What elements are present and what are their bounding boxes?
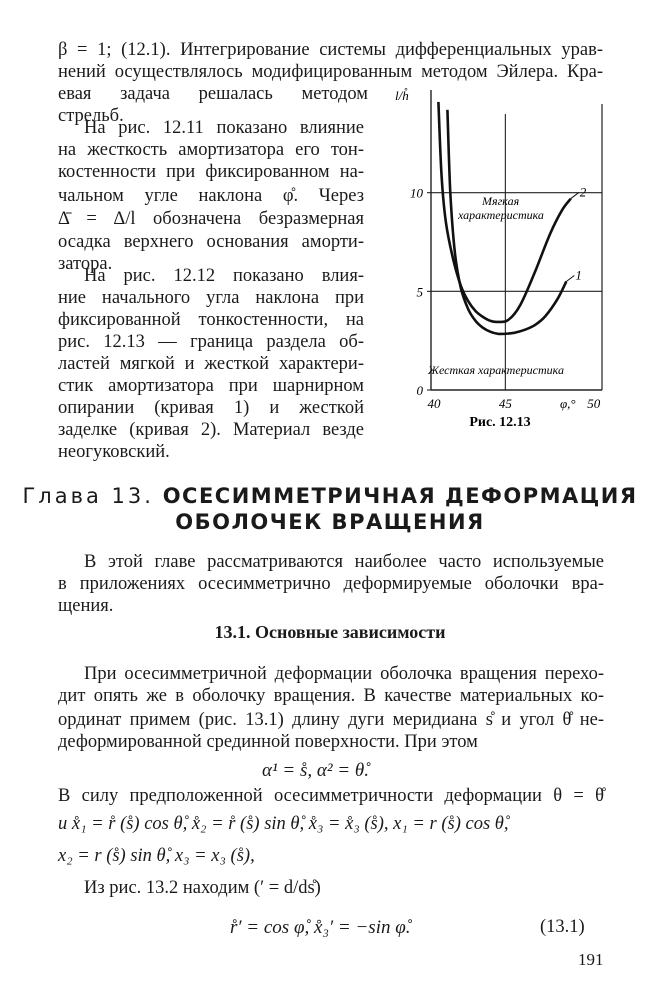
text-line: затора. xyxy=(58,254,113,274)
text-line: β = 1; (12.1). Интегрирование системы дифференциальных урав- xyxy=(58,40,603,60)
figure-caption: Рис. 12.13 xyxy=(469,415,531,430)
text-line: осадка верхнего основания аморти- xyxy=(58,232,364,252)
text-line: ластей мягкой и жесткой характери- xyxy=(58,354,364,374)
annotation-soft xyxy=(457,194,544,222)
text-line: щения. xyxy=(58,596,114,616)
text-line: нений осуществлялось модифицированным методом Эйлера. Кра- xyxy=(58,62,603,82)
text-line: дит опять же в оболочку вращения. В качестве материальных ко- xyxy=(58,686,604,706)
text-line: деформированной срединной поверхности. При этом xyxy=(58,732,478,752)
chapter-label: Глава 13. xyxy=(22,484,154,508)
text-line: На рис. 12.12 показано влия- xyxy=(84,266,364,286)
equation-13-1: r̊′ = cos φ̊, x̊₃′ = −sin φ̊. xyxy=(230,917,411,938)
text-line: стик амортизатора при шарнирном xyxy=(58,376,364,396)
curve-label: 2 xyxy=(579,184,587,200)
text-line: рис. 12.13 — граница раздела об- xyxy=(58,332,364,352)
text-line: При осесимметричной деформации оболочка вращения перехо- xyxy=(84,664,604,684)
coordinates-line-1: и x̊₁ = r̊ (s̊) cos θ̊, x̊₂ = r̊ (s̊) sin θ̊, x̊₃ = x̊₃ (s̊), x₁ = r (s̊) cos θ̊, xyxy=(58,814,509,834)
x-tick-label: 50 xyxy=(587,396,601,411)
text-line: ние начального угла наклона при xyxy=(58,288,364,308)
x-tick-label: 45 xyxy=(498,396,512,411)
text-line: евая задача решалась методом xyxy=(58,84,368,104)
y-tick-label: 5 xyxy=(416,284,423,300)
chart-labels xyxy=(395,88,601,430)
text-line: В этой главе рассматриваются наиболее часто используемые xyxy=(84,552,604,572)
text-line: в приложениях осесимметрично деформируемые оболочки вра- xyxy=(58,574,604,594)
annotation-line: Мягкая xyxy=(482,194,520,208)
coordinates-line-2: x₂ = r (s̊) sin θ̊, x₃ = x₃ (s̊), xyxy=(58,846,255,866)
chapter-title-2: ОБОЛОЧЕК ВРАЩЕНИЯ xyxy=(175,510,485,534)
text-line: заделке (кривая 2). Материал везде xyxy=(58,420,364,440)
text-line: костенности при фиксированном на- xyxy=(58,162,364,182)
text-line: фиксированной тонкостенности, на xyxy=(58,310,364,330)
curve-label-leader xyxy=(566,275,574,281)
chart-svg xyxy=(370,80,620,430)
annotation-line: характеристика xyxy=(458,208,544,222)
text-line: на жесткость амортизатора его тон- xyxy=(58,140,364,160)
text-line: чальном угле наклона φ̊. Через xyxy=(58,186,364,206)
text-line: неогуковский. xyxy=(58,442,170,462)
text-line: Из рис. 13.2 находим (′ = d/ds̊) xyxy=(84,878,321,898)
text-line: Δ̄ = Δ/l обозначена безразмерная xyxy=(58,209,364,229)
figure-12-13 xyxy=(370,80,620,430)
text-line: На рис. 12.11 показано влияние xyxy=(84,118,364,138)
text-line: ординат примем (рис. 13.1) длину дуги меридиана s̊ и угол θ̊ не- xyxy=(58,710,604,730)
equation-number: (13.1) xyxy=(540,917,585,937)
y-tick-label: 10 xyxy=(410,185,423,201)
curve-label: 1 xyxy=(575,267,582,283)
curve-label-leader xyxy=(571,193,579,199)
y-axis-label: l/h̊ xyxy=(395,88,409,103)
chapter-heading-line1 xyxy=(0,484,660,508)
text-line: В силу предположенной осесимметричности деформации θ = θ̊ xyxy=(58,786,604,806)
chapter-title-1: ОСЕСИММЕТРИЧНАЯ ДЕФОРМАЦИЯ xyxy=(162,484,638,508)
x-axis-label: φ,° xyxy=(559,396,576,411)
y-tick-label: 0 xyxy=(416,383,423,398)
text-line: стрельб. xyxy=(58,106,124,126)
x-tick-label: 40 xyxy=(427,396,441,411)
section-title: 13.1. Основные зависимости xyxy=(214,622,446,642)
equation-alpha: α¹ = s̊, α² = θ̊. xyxy=(262,760,369,781)
annotation-hard: Жесткая характеристика xyxy=(428,363,564,377)
page-number: 191 xyxy=(578,950,604,969)
text-line: опирании (кривая 1) и жесткой xyxy=(58,398,364,418)
